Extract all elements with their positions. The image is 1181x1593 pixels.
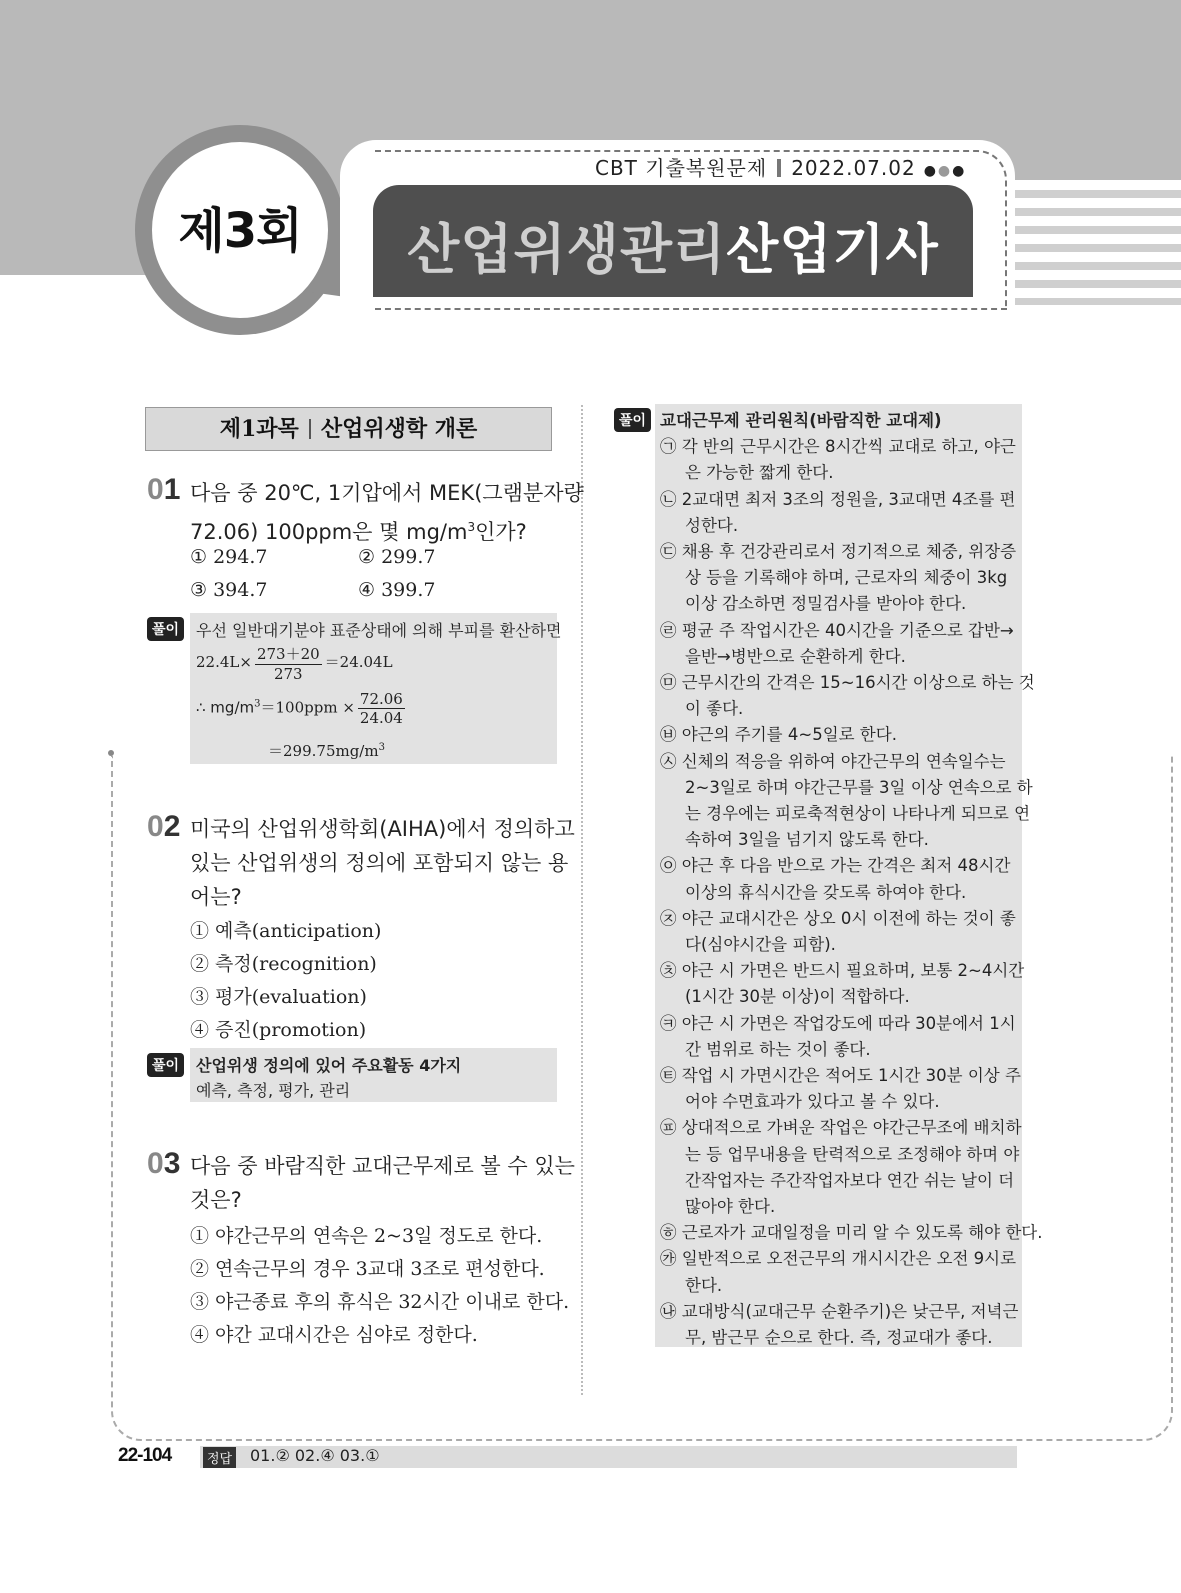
question-line: 72.06) 100ppm은 몇 $mg/m^3$인가? [190,520,527,544]
solution-line: 는 등 업무내용을 탄력적으로 조정해야 하며 야 [685,1144,1020,1164]
solution-line: (1시간 30분 이상)이 적합하다. [685,987,910,1007]
solution-line: ㉣ 평균 주 작업시간은 40시간을 기준으로 갑반→ [660,620,1014,640]
solution-body: 예측, 측정, 평가, 관리 [196,1081,351,1100]
option-3[interactable]: ③ 야근종료 후의 휴식은 32시간 이내로 한다. [190,1291,570,1313]
cbt-label: CBT 기출복원문제 [595,156,768,180]
round-label: 제3회 [178,203,302,259]
page-number: 22-104 [118,1445,172,1466]
option-3[interactable]: ③ 394.7 [190,579,268,601]
solution-line: 2~3일로 하며 야간근무를 3일 이상 연속으로 하 [685,777,1033,797]
option-4[interactable]: ④ 증진(promotion) [190,1019,367,1041]
question-line: 어는? [190,885,242,909]
solution-line: 이상 감소하면 정밀검사를 받아야 한다. [685,594,967,614]
subject-name: 산업위생학 개론 [320,416,478,442]
solution-line: ㉯ 교대방식(교대근무 순환주기)은 낮근무, 저녁근 [660,1301,1019,1321]
question-text-01 [190,476,584,549]
solution-line: 한다. [685,1275,723,1295]
dots-icon: ●●● [923,163,967,179]
solution-line: ㉫ 작업 시 가면시간은 적어도 1시간 30분 이상 주 [660,1066,1021,1085]
solution-line: 간 범위로 하는 것이 좋다. [685,1039,871,1059]
solution-line: 을반→병반으로 순환하게 한다. [685,646,906,666]
solution-title: 산업위생 정의에 있어 주요활동 4가지 [196,1056,462,1075]
solution-line: ㉭ 근로자가 교대일정을 미리 알 수 있도록 해야 한다. [660,1223,1043,1243]
question-line: 미국의 산업위생학회(AIHA)에서 정의하고 [190,817,575,841]
solution-equation-3: $=299.75mg/m^3$ [268,742,385,760]
header-stripes [1012,180,1181,305]
question-line: 것은? [190,1188,242,1212]
solution-line: ㉬ 상대적으로 가벼운 작업은 야간근무조에 배치하 [660,1118,1022,1138]
solution-line: ㉦ 신체의 적응을 위하여 야간근무의 연속일수는 [660,751,1006,771]
solution-intro: 우선 일반대기분야 표준상태에 의해 부피를 환산하면 [196,621,562,640]
solution-line: ㉨ 야근 교대시간은 상오 0시 이전에 하는 것이 좋 [660,908,1016,928]
subject-number: 제1과목 [219,416,299,442]
separator-bar [777,159,781,177]
answer-key: 01.② 02.④ 03.① [250,1446,380,1465]
solution-line: ㉠ 각 반의 근무시간은 8시간씩 교대로 하고, 야근 [660,437,1016,457]
question-number-03: 03 [147,1147,181,1180]
exam-title [373,207,973,284]
solution-line: 는 경우에는 피로축적현상이 나타나게 되므로 연 [685,804,1031,823]
question-line: 있는 산업위생의 정의에 포함되지 않는 용 [190,851,569,875]
subject-bar [145,407,552,451]
option-3[interactable]: ③ 평가(evaluation) [190,986,367,1008]
solution-line: 많아야 한다. [685,1197,776,1216]
solution-line: 무, 밤근무 순으로 한다. 즉, 정교대가 좋다. [685,1328,993,1347]
option-4[interactable]: ④ 야간 교대시간은 심야로 정한다. [190,1324,478,1346]
solution-line: ㉮ 일반적으로 오전근무의 개시시간은 오전 9시로 [660,1249,1017,1269]
column-separator [581,405,583,1395]
option-2[interactable]: ② 299.7 [358,546,436,568]
option-1[interactable]: ① 예측(anticipation) [190,920,382,942]
solution-line: ㉪ 야근 시 가면은 작업강도에 따라 30분에서 1시 [660,1013,1016,1033]
answer-badge: 정답 [203,1447,236,1468]
solution-line: 상 등을 기록해야 하며, 근로자의 체중이 3kg [685,568,1008,588]
solution-equation-1: 22.4L× $\frac{273+20}{273}$ ＝24.04L [196,645,393,683]
solution-line: ㉥ 야근의 주기를 4~5일로 한다. [660,725,897,745]
option-1[interactable]: ① 야간근무의 연속은 2~3일 정도로 한다. [190,1225,543,1247]
solution-badge: 풀이 [147,617,184,641]
question-line: 다음 중 바람직한 교대근무제로 볼 수 있는 [190,1154,575,1178]
solution-line: 간작업자는 주간작업자보다 연간 쉬는 날이 더 [685,1170,1015,1190]
solution-line: 다(심야시간을 피함). [685,935,836,954]
exam-info-line [595,152,966,181]
option-1[interactable]: ① 294.7 [190,546,268,568]
question-text-03 [190,1149,575,1217]
question-number-01: 01 [147,473,181,506]
solution-line: 성한다. [685,515,739,535]
exam-date: 2022.07.02 [791,156,916,180]
solution-line: 이 좋다. [685,699,744,719]
solution-line: ㉢ 채용 후 건강관리로서 정기적으로 체중, 위장증 [660,542,1017,561]
question-line: 다음 중 20℃, 1기압에서 MEK(그램분자량 [190,481,584,505]
solution-line: 어야 수면효과가 있다고 볼 수 있다. [685,1092,940,1112]
option-4[interactable]: ④ 399.7 [358,579,436,601]
solution-line: ㉤ 근무시간의 간격은 15~16시간 이상으로 하는 것 [660,673,1035,692]
subject-separator [309,419,311,439]
title-part-bold: 산업기사 [726,218,939,281]
option-2[interactable]: ② 연속근무의 경우 3교대 3조로 편성한다. [190,1258,545,1280]
title-part-light: 산업위생관리 [407,218,727,281]
solution-equation-2: ∴ $mg/m^3=100ppm$ × $\frac{72.06}{24.04}$ [196,690,403,727]
solution-line: 이상의 휴식시간을 갖도록 하여야 한다. [685,882,967,902]
question-text-02 [190,812,575,914]
solution-title: 교대근무제 관리원칙(바람직한 교대제) [660,411,942,430]
solution-line: 속하여 3일을 넘기지 않도록 한다. [685,830,929,850]
solution-line: ㉡ 2교대면 최저 3조의 정원을, 3교대면 4조를 편 [660,489,1016,509]
solution-line: ㉧ 야근 후 다음 반으로 가는 간격은 최저 48시간 [660,856,1011,876]
question-number-02: 02 [147,810,181,843]
option-2[interactable]: ② 측정(recognition) [190,953,377,975]
solution-badge: 풀이 [147,1053,184,1077]
solution-line: ㉩ 야근 시 가면은 반드시 필요하며, 보통 2~4시간 [660,961,1025,981]
solution-line: 은 가능한 짧게 한다. [685,463,834,483]
solution-badge: 풀이 [614,408,651,432]
